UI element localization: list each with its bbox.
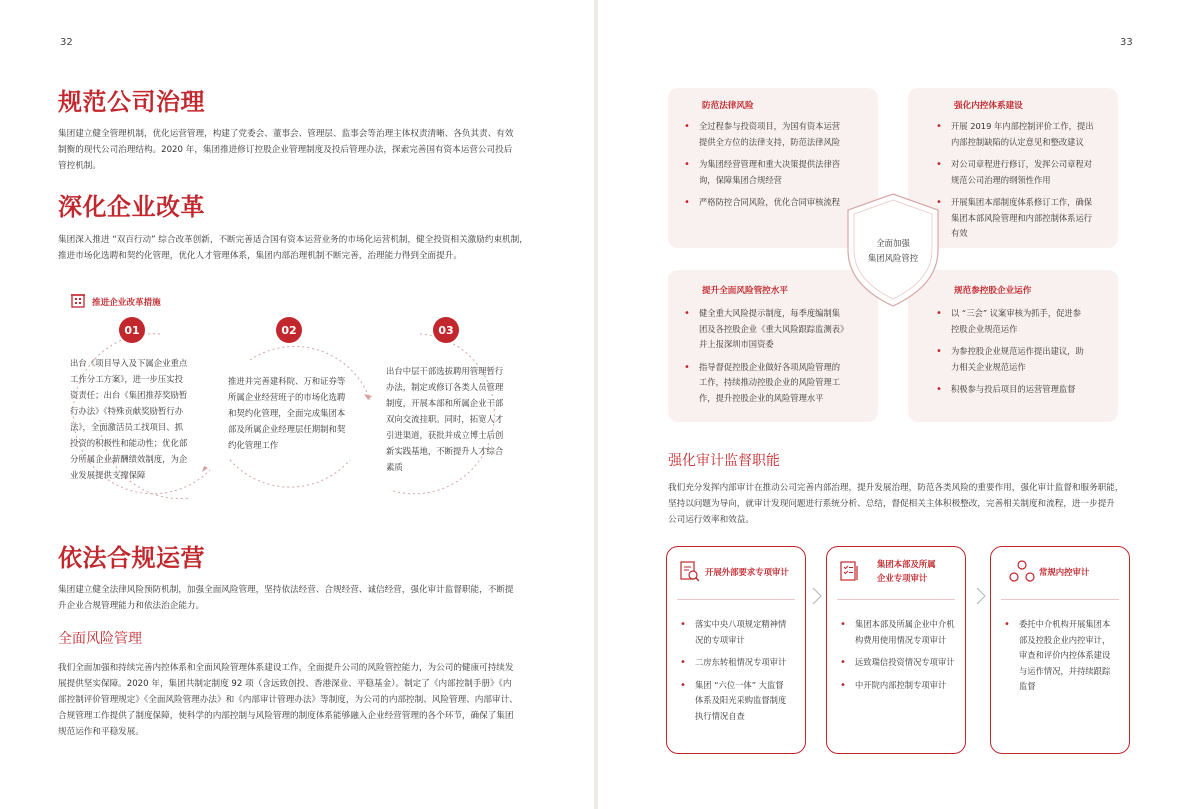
quadrant-title: 防范法律风险 [702,101,754,111]
audit-list [1004,617,1122,702]
audit-box-title: 开展外部要求专项审计 [705,567,789,577]
compliance-paragraph: 集团建立健全法律风险预防机制，加强全面风险管理，坚持依法经营、合规经营、诚信经营，强化审计监督职能，不断提 升企业合规管理能力和依法治企能力。 [58,585,514,611]
audit-list [840,617,958,700]
quadrant-list [684,306,874,413]
list-item: • 开展集团本部制度体系修订工作，确保 集团本部风险管理和内部控制体系运行 有效 [936,195,1116,242]
audit-box-group [826,546,966,754]
section-title-governance: 规范公司治理 [58,87,205,116]
step-number-03: 03 [433,317,459,343]
audit-paragraph: 我们充分发挥内部审计在推动公司完善内部治理，提升发展治理，防范各类风险的重要作用，强化审计监督和服务职能， 坚持以问题为导向，就审计发现问题进行系统分析、总结，督促相关主体积极整改，完善相关制度和流程，进一步提升 公司运行效率和效益。 [668,483,1124,525]
document-search-icon [679,560,701,584]
left-page [0,0,594,809]
list-item: • 远致瑞信投资情况专项审计 [840,655,958,671]
section-title-reform: 深化企业改革 [58,192,205,221]
quadrant-list [684,119,874,218]
checklist-icon [839,560,861,584]
quadrant-list [936,306,1116,405]
step-01-text: 出台《项目导入及下属企业重点 工作分工方案》，进一步压实投 资责任；出台《集团推荐奖励暂 行办法》《特殊贡献奖励暂行办 法》，全面激活员工找项目、抓 投资的积极性和能动性；优化部 分所属企业薪酬绩效制度，为企 业发展提供支撑保障 [70,358,188,480]
list-item: • 对公司章程进行修订，发挥公司章程对 规范公司治理的纲领性作用 [936,157,1116,188]
list-item: • 集团 “六位一体” 大监督 体系及阳光采购监督制度 执行情况自查 [680,678,798,725]
audit-box-external [666,546,806,754]
list-item: • 落实中央八项规定精神情 况的专项审计 [680,617,798,648]
audit-list [680,617,798,731]
step-number-01: 01 [119,317,145,343]
page-number: 33 [1120,37,1133,48]
risk-paragraph: 我们全面加强和持续完善内控体系和全面风险管理体系建设工作，全面提升公司的风险管控能力，为公司的健康可持续发 展提供坚实保障。2020 年，集团共制定制度 92 项（含远致创投、香港深业、平稳基金）。制定了《内部控制手册》《内 部控制评价管理规定》《全面风险管理办法》和《内部审计管理办法》等制度，为公司的内部控制、风险管理、内部审计、 合规管理工作提供了制度保障，使科学的内部控制与风险管理的制度体系能够融入企业经营管理的各个环节，确保了集团 规范运作和平稳发展。 [58,663,518,737]
list-item: • 以 “三会” 议案审核为抓手，促进参 控股企业规范运作 [936,306,1116,337]
list-item: • 二房东转租情况专项审计 [680,655,798,671]
subsection-title-audit: 强化审计监督职能 [668,453,780,469]
list-item: • 为参控股企业规范运作提出建议，助 力相关企业规范运作 [936,344,1116,375]
audit-box-internal [990,546,1130,754]
reform-paragraph: 集团深入推进 “双百行动” 综合改革创新，不断完善适合国有资本运营业务的市场化运营机制，健全投资相关激励约束机制， 推进市场化选聘和契约化管理，优化人才管理体系，集团内部治理机制不断完善，治理能力得到全面提升。 [58,235,528,261]
reform-measures-label: 推进企业改革措施 [92,298,161,308]
center-label: 全面加强 集团风险管控 [867,238,919,263]
list-item: • 全过程参与投资项目，为国有资本运营 提供全方位的法律支持，防范法律风险 [684,119,874,150]
step-number-02: 02 [276,317,302,343]
quadrant-list [936,119,1116,249]
audit-box-title: 集团本部及所属 企业专项审计 [877,559,936,583]
page-number: 32 [60,37,73,48]
right-page [598,0,1192,809]
section-title-compliance: 依法合规运营 [58,543,205,572]
step-02-text: 推进并完善建科院、万和证券等 所属企业经营班子的市场化选聘 和契约化管理，全面完成集团本 部及所属企业经理层任期制和契 约化管理工作 [228,376,346,450]
list-item: • 中开院内部控制专项审计 [840,678,958,694]
quadrant-title: 强化内控体系建设 [954,101,1023,111]
list-item: • 积极参与投后项目的运营管理监督 [936,382,1116,398]
list-item: • 集团本部及所属企业中介机 构费用使用情况专项审计 [840,617,958,648]
step-03-text: 出台中层干部选拔聘用管理暂行 办法，制定或修订各类人员管理 制度，开展本部和所属企业干部 双向交流挂职。同时，拓宽人才 引进渠道，获批并成立博士后创 新实践基地，不断提升人才综合 素质 [386,366,504,472]
chevron-right-icon [974,586,988,606]
list-item: • 开展 2019 年内部控制评价工作，提出 内部控制缺陷的认定意见和整改建议 [936,119,1116,150]
list-item: • 委托中介机构开展集团本 部及控股企业内控审计， 审查和评价内控体系建设 与运作情况，并持续跟踪 监督 [1004,617,1122,695]
subsection-title-risk: 全面风险管理 [58,631,142,647]
list-item: • 健全重大风险提示制度，每季度编制集 团及各控股企业《重大风险跟踪监测表》 并上报深圳市国资委 [684,306,874,353]
governance-paragraph: 集团建立健全管理机制，优化运营管理，构建了党委会、董事会、管理层、监事会等治理主体权责清晰、各负其责、有效 制衡的现代公司治理结构。2020 年，集团推进修订控股企业管理制度及投后管理办法，探索完善国有资本运营公司投后 管控机制。 [58,129,514,171]
quadrant-title: 提升全面风险管控水平 [702,286,788,296]
network-icon [1009,559,1035,583]
quadrant-title: 规范参控股企业运作 [954,286,1032,296]
list-item: • 指导督促控股企业做好各项风险管理的 工作，持续推动控股企业的风险管理工 作，提升控股企业的风险管理水平 [684,360,874,407]
audit-box-title: 常规内控审计 [1039,567,1090,577]
list-item: • 严格防控合同风险，优化合同审核流程 [684,195,874,211]
chevron-right-icon [810,586,824,606]
list-item: • 为集团经营管理和重大决策提供法律咨 询，保障集团合规经营 [684,157,874,188]
